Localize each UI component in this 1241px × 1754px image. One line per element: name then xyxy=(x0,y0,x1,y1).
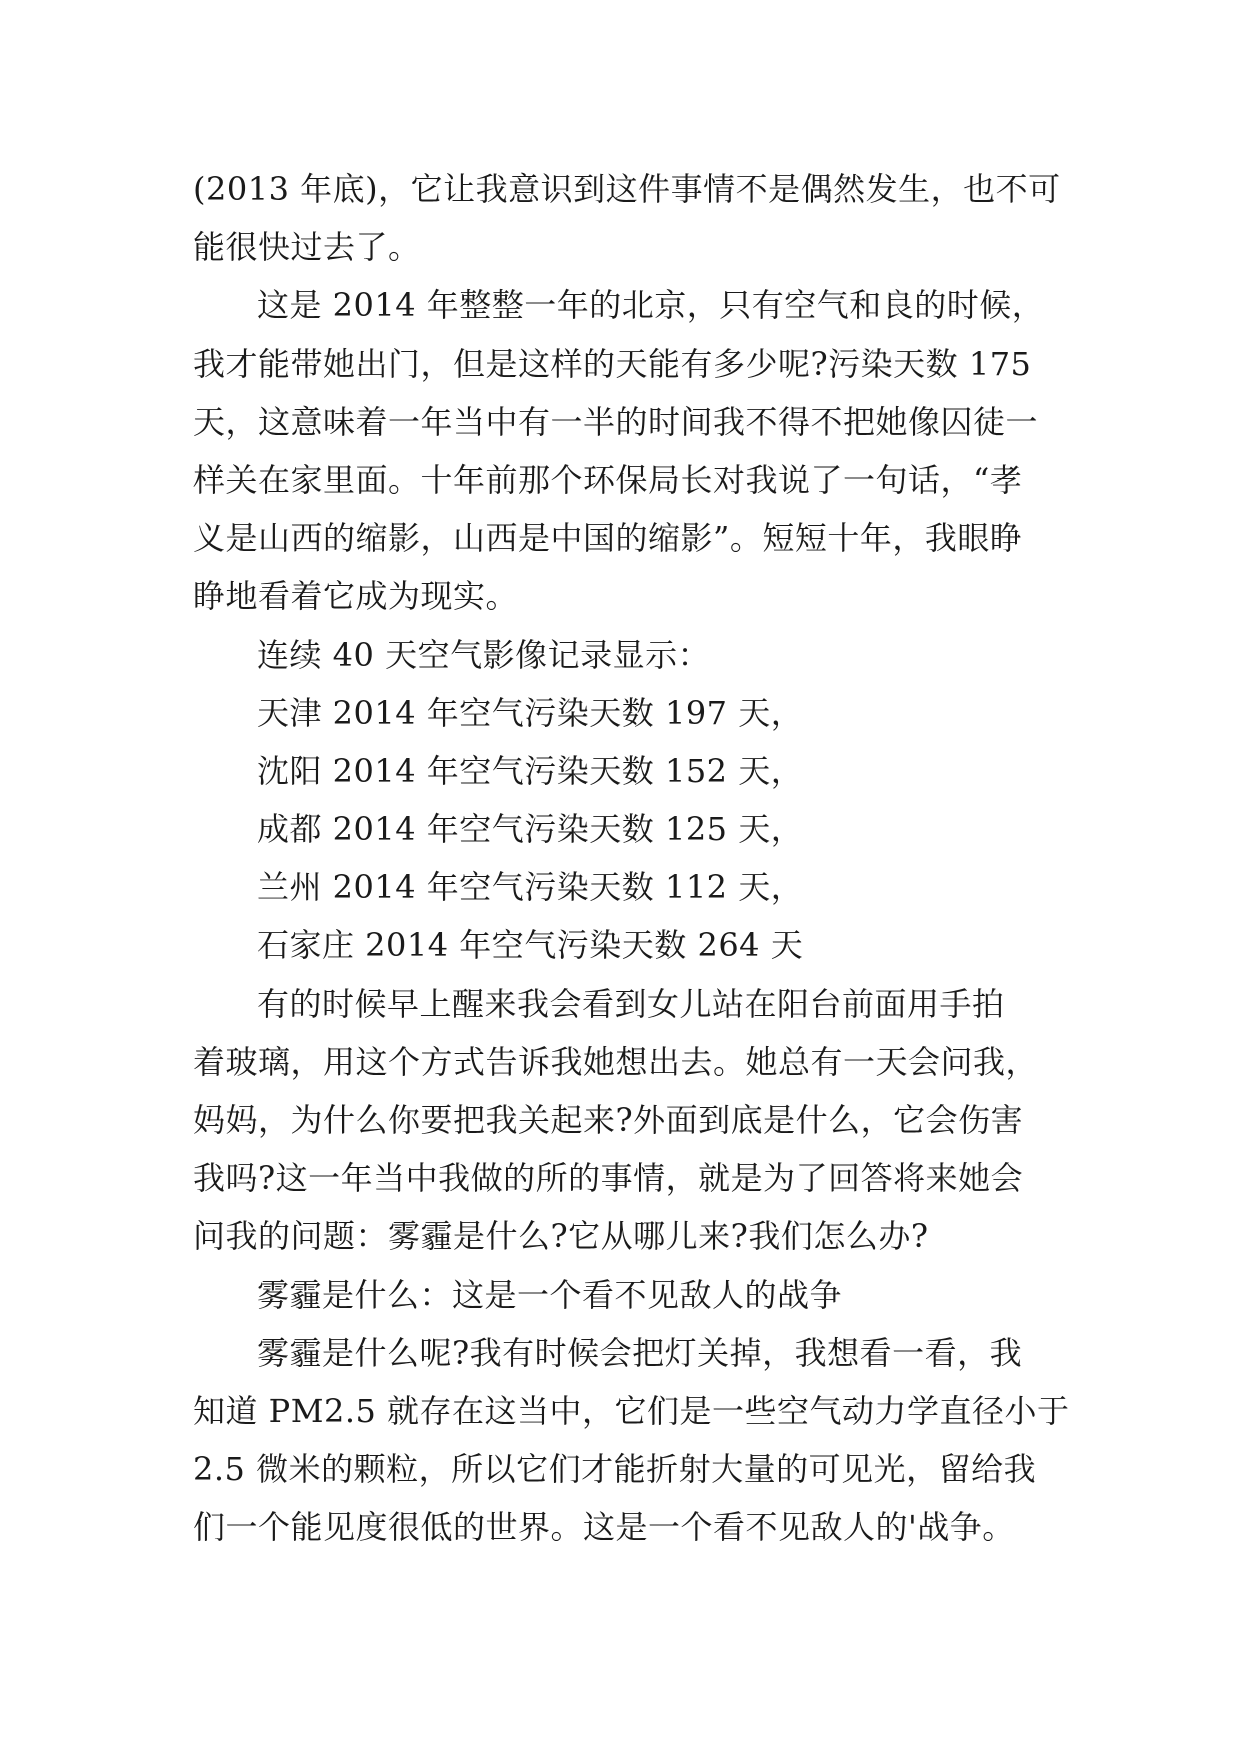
text-line: 义是山西的缩影，山西是中国的缩影”。短短十年，我眼睁 xyxy=(193,519,1023,558)
text-line: 2.5 微米的颗粒，所以它们才能折射大量的可见光，留给我 xyxy=(193,1450,1037,1489)
text-line: 兰州 2014 年空气污染天数 112 天， xyxy=(257,868,804,907)
text-line: (2013 年底)，它让我意识到这件事情不是偶然发生，也不可 xyxy=(193,170,1061,208)
text-line: 天，这意味着一年当中有一半的时间我不得不把她像囚徒一 xyxy=(193,402,1039,441)
text-line: 成都 2014 年空气污染天数 125 天， xyxy=(257,810,804,849)
text-line: 天津 2014 年空气污染天数 197 天， xyxy=(257,693,804,732)
text-line: 沈阳 2014 年空气污染天数 152 天， xyxy=(257,751,804,790)
text-line: 能很快过去了。 xyxy=(193,228,421,267)
text-line: 雾霾是什么呢?我有时候会把灯关掉，我想看一看，我 xyxy=(257,1333,1023,1372)
text-line: 我才能带她出门，但是这样的天能有多少呢?污染天数 175 xyxy=(193,344,1032,383)
body-text xyxy=(193,160,1070,1557)
text-line: 妈妈，为什么你要把我关起来?外面到底是什么，它会伤害 xyxy=(193,1101,1024,1139)
text-line: 这是 2014 年整整一年的北京，只有空气和良的时候， xyxy=(257,286,1045,325)
text-line: 样关在家里面。十年前那个环保局长对我说了一句话，“孝 xyxy=(193,460,1023,499)
text-line: 睁地看着它成为现实。 xyxy=(193,577,519,616)
text-line: 着玻璃，用这个方式告诉我她想出去。她总有一天会问我， xyxy=(193,1042,1039,1081)
text-line: 有的时候早上醒来我会看到女儿站在阳台前面用手拍 xyxy=(257,984,1005,1023)
text-line: 石家庄 2014 年空气污染天数 264 天 xyxy=(257,926,804,965)
text-line: 雾霾是什么：这是一个看不见敌人的战争 xyxy=(257,1275,843,1314)
text-line: 问我的问题：雾霾是什么?它从哪儿来?我们怎么办? xyxy=(193,1217,929,1256)
text-line: 知道 PM2.5 就存在这当中，它们是一些空气动力学直径小于 xyxy=(193,1391,1070,1430)
text-line: 连续 40 天空气影像记录显示： xyxy=(257,635,711,674)
text-line: 们一个能见度很低的世界。这是一个看不见敌人的'战争。 xyxy=(193,1508,1015,1547)
text-line: 我吗?这一年当中我做的所的事情，就是为了回答将来她会 xyxy=(193,1159,1024,1198)
